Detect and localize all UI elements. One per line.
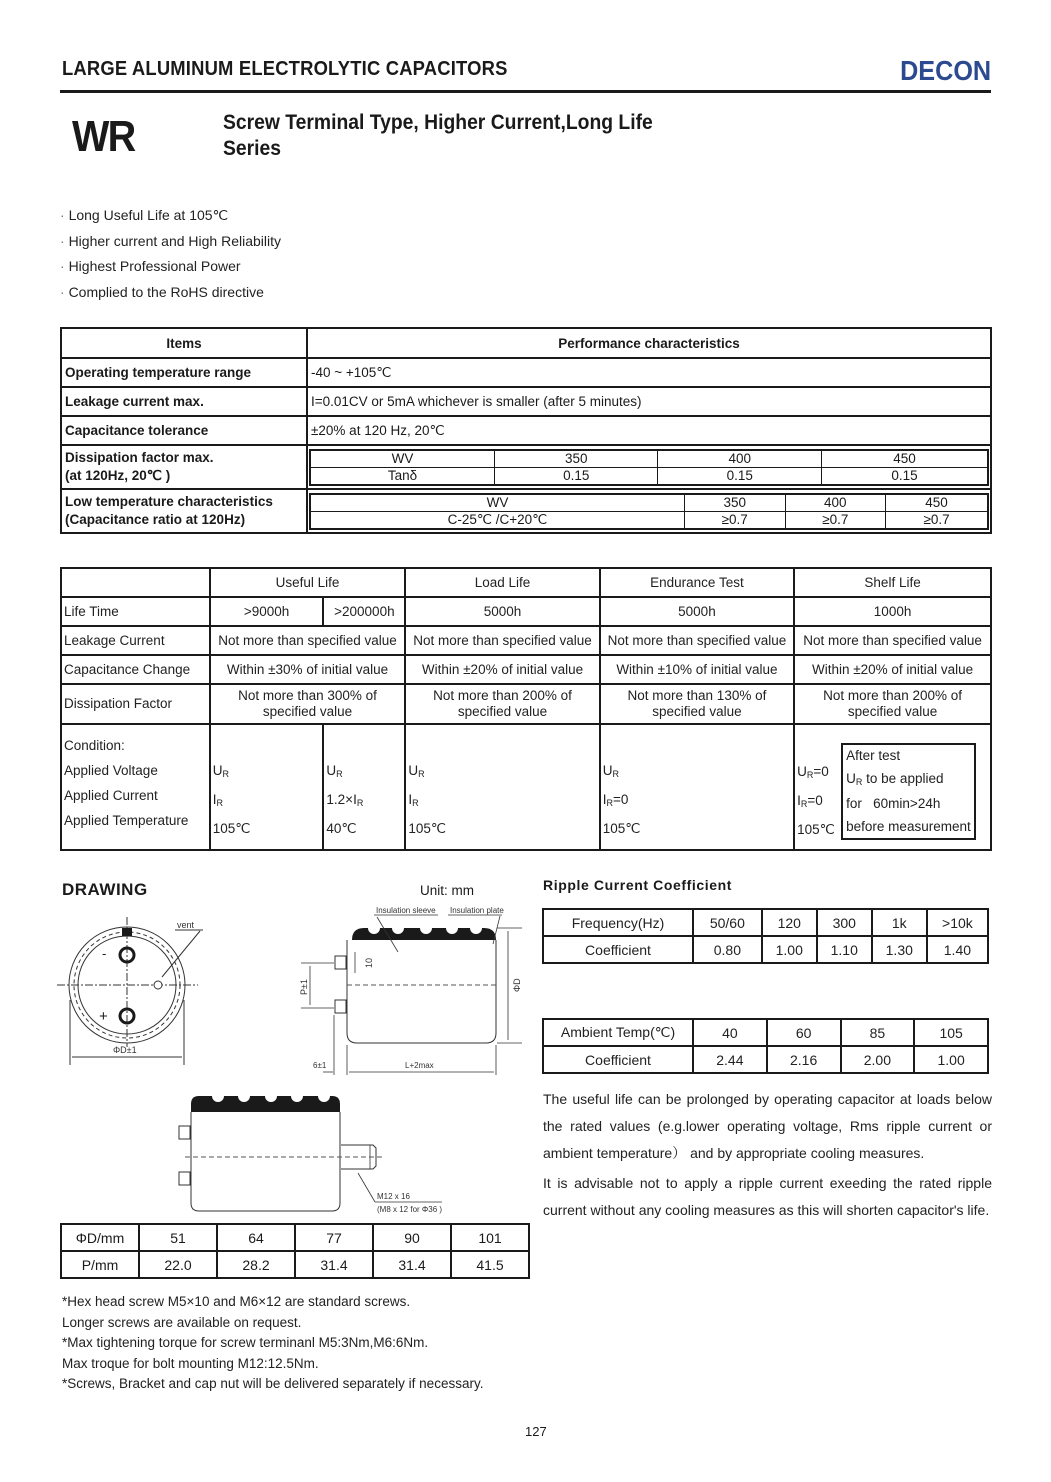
- vent-label: vent: [177, 920, 195, 930]
- cell: Not more than specified value: [210, 626, 406, 655]
- applied-voltage: $U_R$: [212, 763, 229, 779]
- cell-line: Not more than 130% of: [627, 688, 767, 703]
- cell: 1.30: [872, 936, 927, 963]
- cell: 31.4: [373, 1251, 451, 1278]
- insulation-plate-label: Insulation plate: [450, 906, 504, 915]
- feature-list: [60, 203, 281, 305]
- cell: [405, 684, 599, 724]
- row-label: Capacitance tolerance: [61, 416, 307, 445]
- note-line: *Max tightening torque for screw terminanl M5:3Nm,M6:6Nm.: [62, 1335, 429, 1350]
- notes: [62, 1292, 483, 1395]
- row-value: [307, 445, 991, 489]
- applied-current: $I_R$: [212, 792, 223, 808]
- capacitor-body: [347, 940, 496, 1043]
- header-useful-life: Useful Life: [210, 568, 406, 597]
- row-label: Life Time: [61, 597, 210, 626]
- ripple-notes: [543, 1086, 992, 1224]
- cell: 40: [693, 1019, 767, 1046]
- cell: 50/60: [693, 909, 762, 936]
- condition-useful-life-2: [323, 724, 405, 850]
- condition-label: Applied Temperature: [64, 813, 189, 828]
- cell: C-25℃ /C+20℃: [310, 511, 684, 529]
- cell: ≥0.7: [684, 511, 785, 529]
- cell: >200000h: [323, 597, 405, 626]
- cell: Not more than specified value: [405, 626, 599, 655]
- ripple-title: Ripple Current Coefficient: [543, 877, 733, 893]
- cell: 90: [373, 1224, 451, 1251]
- bolt-label: M12 x 16: [377, 1192, 410, 1201]
- terminal-bottom: [179, 1172, 190, 1185]
- terminal-bottom: [335, 1000, 346, 1013]
- cell: ≥0.7: [785, 511, 886, 529]
- row-label: Frequency(Hz): [543, 909, 693, 936]
- page-number: 127: [525, 1424, 547, 1439]
- cell: 105: [914, 1019, 988, 1046]
- row-label: ΦD/mm: [61, 1224, 139, 1251]
- side-view-drawing: [290, 900, 530, 1080]
- cell: WV: [310, 450, 494, 468]
- table-row: [543, 1019, 988, 1046]
- cell-line: Not more than 300% of: [238, 688, 377, 703]
- cell-line: specified value: [262, 704, 353, 719]
- terminal-top: [179, 1126, 190, 1139]
- header-load-life: Load Life: [405, 568, 599, 597]
- feature-item: · Highest Professional Power: [60, 254, 281, 280]
- bolt-mount-drawing: [170, 1088, 470, 1220]
- note-line: $U_R$ to be applied: [846, 770, 944, 787]
- note-line: *Hex head screw M5×10 and M6×12 are standard screws.: [62, 1294, 411, 1309]
- condition-label: Applied Current: [64, 788, 158, 803]
- cell: 41.5: [451, 1251, 529, 1278]
- table-row-dissipation: [61, 445, 991, 489]
- cell: 1000h: [794, 597, 991, 626]
- cell-line: Not more than 200% of: [433, 688, 572, 703]
- series-description-line2: Series: [223, 137, 282, 160]
- table-row: [61, 358, 991, 387]
- cell: [794, 684, 991, 724]
- row-value: -40 ~ +105℃: [307, 358, 991, 387]
- header-empty: [61, 568, 210, 597]
- frequency-coefficient-table: [542, 908, 989, 964]
- table-row: [543, 909, 988, 936]
- brand-logo: DECON: [899, 55, 991, 86]
- table-row-low-temp: [61, 489, 991, 533]
- terminal-top: [335, 956, 346, 969]
- note-line: Longer screws are available on request.: [62, 1314, 302, 1330]
- cell: 5000h: [600, 597, 794, 626]
- pitch-label: P±1: [299, 979, 309, 995]
- cell: 400: [785, 494, 886, 512]
- cell: ≥0.7: [886, 511, 988, 529]
- series-description: [223, 110, 653, 162]
- label-line: Low temperature characteristics: [65, 494, 273, 509]
- cell: 300: [817, 909, 872, 936]
- condition-useful-life-1: [210, 724, 324, 850]
- table-row: [543, 1046, 988, 1073]
- row-label: Operating temperature range: [61, 358, 307, 387]
- bolt-alt-label: (M8 x 12 for Φ36 ): [377, 1205, 443, 1214]
- paragraph: It is advisable not to apply a ripple current exeeding the rated ripple current without any cooling measures as this will shorten capacitor's life.: [543, 1175, 992, 1218]
- note-line: for 60min>24h: [846, 796, 941, 811]
- cell-line: specified value: [457, 704, 548, 719]
- label-line: (at 120Hz, 20℃ ): [65, 468, 171, 483]
- life-test-table: [60, 567, 992, 851]
- row-value: I=0.01CV or 5mA whichever is smaller (after 5 minutes): [307, 387, 991, 416]
- row-label: Ambient Temp(℃): [543, 1019, 693, 1046]
- condition-labels: [61, 724, 210, 850]
- low-temp-subtable: [309, 493, 989, 530]
- diameter-label: ΦD: [512, 978, 522, 992]
- cell: 2.00: [841, 1046, 915, 1073]
- diameter-tolerance-label: ΦD±1: [113, 1045, 137, 1055]
- table-header-row: [61, 328, 991, 358]
- applied-voltage: $U_R$: [408, 763, 425, 779]
- header-items: Items: [61, 328, 307, 358]
- cell: [210, 684, 406, 724]
- cell: [600, 684, 794, 724]
- row-label: Leakage Current: [61, 626, 210, 655]
- cell: Within ±30% of initial value: [210, 655, 406, 684]
- table-header-row: [61, 568, 991, 597]
- table-row: [543, 936, 988, 963]
- cell: 60: [767, 1019, 841, 1046]
- applied-voltage: $U_R$: [602, 763, 619, 779]
- cell: >10k: [927, 909, 988, 936]
- cell: 31.4: [295, 1251, 373, 1278]
- condition-label: Condition:: [64, 738, 125, 753]
- note-line: before measurement: [846, 818, 971, 834]
- cell: Not more than specified value: [600, 626, 794, 655]
- table-row: [61, 655, 991, 684]
- cell: 1k: [872, 909, 927, 936]
- cell: 101: [451, 1224, 529, 1251]
- cell: Within ±20% of initial value: [794, 655, 991, 684]
- note-line: After test: [846, 748, 901, 763]
- table-row: [61, 1224, 529, 1251]
- cell: Within ±10% of initial value: [600, 655, 794, 684]
- cell: 0.15: [821, 467, 988, 485]
- condition-label: Applied Voltage: [64, 763, 158, 778]
- applied-current: $I_R=0$: [797, 793, 823, 809]
- note-line: Max troque for bolt mounting M12:12.5Nm.: [62, 1355, 319, 1371]
- feature-item: · Long Useful Life at 105℃: [60, 203, 281, 229]
- cell: 1.00: [914, 1046, 988, 1073]
- length-label: L+2max: [405, 1061, 434, 1070]
- header-shelf-life: Shelf Life: [794, 568, 991, 597]
- cell-line: specified value: [652, 704, 742, 719]
- temperature-coefficient-table: [542, 1018, 989, 1074]
- cell: 1.40: [927, 936, 988, 963]
- cell: Within ±20% of initial value: [405, 655, 599, 684]
- header-endurance-test: Endurance Test: [600, 568, 794, 597]
- applied-current: $1.2\times I_R$: [326, 792, 364, 808]
- cell: 77: [295, 1224, 373, 1251]
- row-label: Coefficient: [543, 936, 693, 963]
- table-row: [61, 387, 991, 416]
- cell: Tanδ: [310, 467, 494, 485]
- header-divider: [60, 90, 991, 93]
- applied-temperature: 105℃: [408, 821, 447, 836]
- applied-temperature: 105℃: [602, 821, 641, 836]
- header-performance: Performance characteristics: [307, 328, 991, 358]
- cell: 2.16: [767, 1046, 841, 1073]
- cell: 22.0: [139, 1251, 217, 1278]
- minus-label: -: [102, 946, 107, 961]
- applied-temperature: 105℃: [797, 822, 835, 837]
- series-code: WR: [72, 112, 135, 161]
- cell: 450: [886, 494, 988, 512]
- applied-voltage: $U_R=0$: [797, 764, 829, 780]
- cell: >9000h: [210, 597, 324, 626]
- condition-load-life: [405, 724, 599, 850]
- row-label: Dissipation Factor: [61, 684, 210, 724]
- applied-temperature: 105℃: [212, 821, 251, 836]
- cell: 2.44: [693, 1046, 767, 1073]
- table-row: [61, 684, 991, 724]
- insulation-sleeve-label: Insulation sleeve: [376, 906, 436, 915]
- condition-endurance: [600, 724, 794, 850]
- terminal-mark: [122, 928, 132, 936]
- cell: Not more than specified value: [794, 626, 991, 655]
- terminal-width-label: 10: [364, 957, 374, 968]
- row-label: [61, 489, 307, 533]
- table-row: [61, 1251, 529, 1278]
- table-row: [61, 626, 991, 655]
- applied-current: $I_R$: [408, 792, 419, 808]
- unit-label: Unit: mm: [420, 883, 474, 898]
- row-value: ±20% at 120 Hz, 20℃: [307, 416, 991, 445]
- cell: 64: [217, 1224, 295, 1251]
- vent-circle: [154, 981, 162, 989]
- cell: 0.80: [693, 936, 762, 963]
- applied-temperature: 40℃: [326, 821, 357, 836]
- cell: 28.2: [217, 1251, 295, 1278]
- cell: 5000h: [405, 597, 599, 626]
- drawing-title: DRAWING: [62, 880, 148, 899]
- condition-shelf-life: [794, 724, 991, 850]
- row-label: [61, 445, 307, 489]
- cell: 350: [494, 450, 658, 468]
- after-test-note: [841, 743, 976, 840]
- label-line: (Capacitance ratio at 120Hz): [65, 512, 246, 527]
- row-label: Capacitance Change: [61, 655, 210, 684]
- cell: 1.10: [817, 936, 872, 963]
- applied-voltage: $U_R$: [326, 763, 343, 779]
- dimension-table: [60, 1223, 530, 1279]
- row-label: Coefficient: [543, 1046, 693, 1073]
- row-label: P/mm: [61, 1251, 139, 1278]
- top-view-drawing: [55, 905, 225, 1075]
- cell-line: specified value: [847, 704, 938, 719]
- label-line: Dissipation factor max.: [65, 450, 214, 465]
- cell: 350: [684, 494, 785, 512]
- dissipation-subtable: [309, 449, 989, 486]
- cell: 400: [658, 450, 822, 468]
- note-line: *Screws, Bracket and cap nut will be delivered separately if necessary.: [62, 1376, 484, 1391]
- cell: 51: [139, 1224, 217, 1251]
- applied-current: $I_R=0$: [602, 792, 629, 808]
- row-value: [307, 489, 991, 533]
- series-description-line1: Screw Terminal Type, Higher Current,Long Life: [223, 111, 653, 134]
- cell: 85: [841, 1019, 915, 1046]
- plus-label: +: [99, 1008, 108, 1025]
- condition-row: [61, 724, 991, 850]
- cell: 120: [762, 909, 817, 936]
- cell: WV: [310, 494, 684, 512]
- cell: 450: [821, 450, 988, 468]
- cell: 0.15: [658, 467, 822, 485]
- table-row: [61, 416, 991, 445]
- cell: 1.00: [762, 936, 817, 963]
- table-row: [61, 597, 991, 626]
- terminal-height-label: 6±1: [313, 1061, 327, 1070]
- feature-item: · Higher current and High Reliability: [60, 229, 281, 255]
- specification-table: [60, 327, 992, 534]
- cell: 0.15: [494, 467, 658, 485]
- cell-line: Not more than 200% of: [823, 688, 962, 703]
- paragraph: The useful life can be prolonged by operating capacitor at loads below the rated values (e.g.lower operating voltage, Rms ripple current or ambient temperature） and by appropriate cooling measures.: [543, 1091, 992, 1161]
- feature-item: · Complied to the RoHS directive: [60, 280, 281, 306]
- row-label: Leakage current max.: [61, 387, 307, 416]
- document-title: LARGE ALUMINUM ELECTROLYTIC CAPACITORS: [62, 58, 508, 80]
